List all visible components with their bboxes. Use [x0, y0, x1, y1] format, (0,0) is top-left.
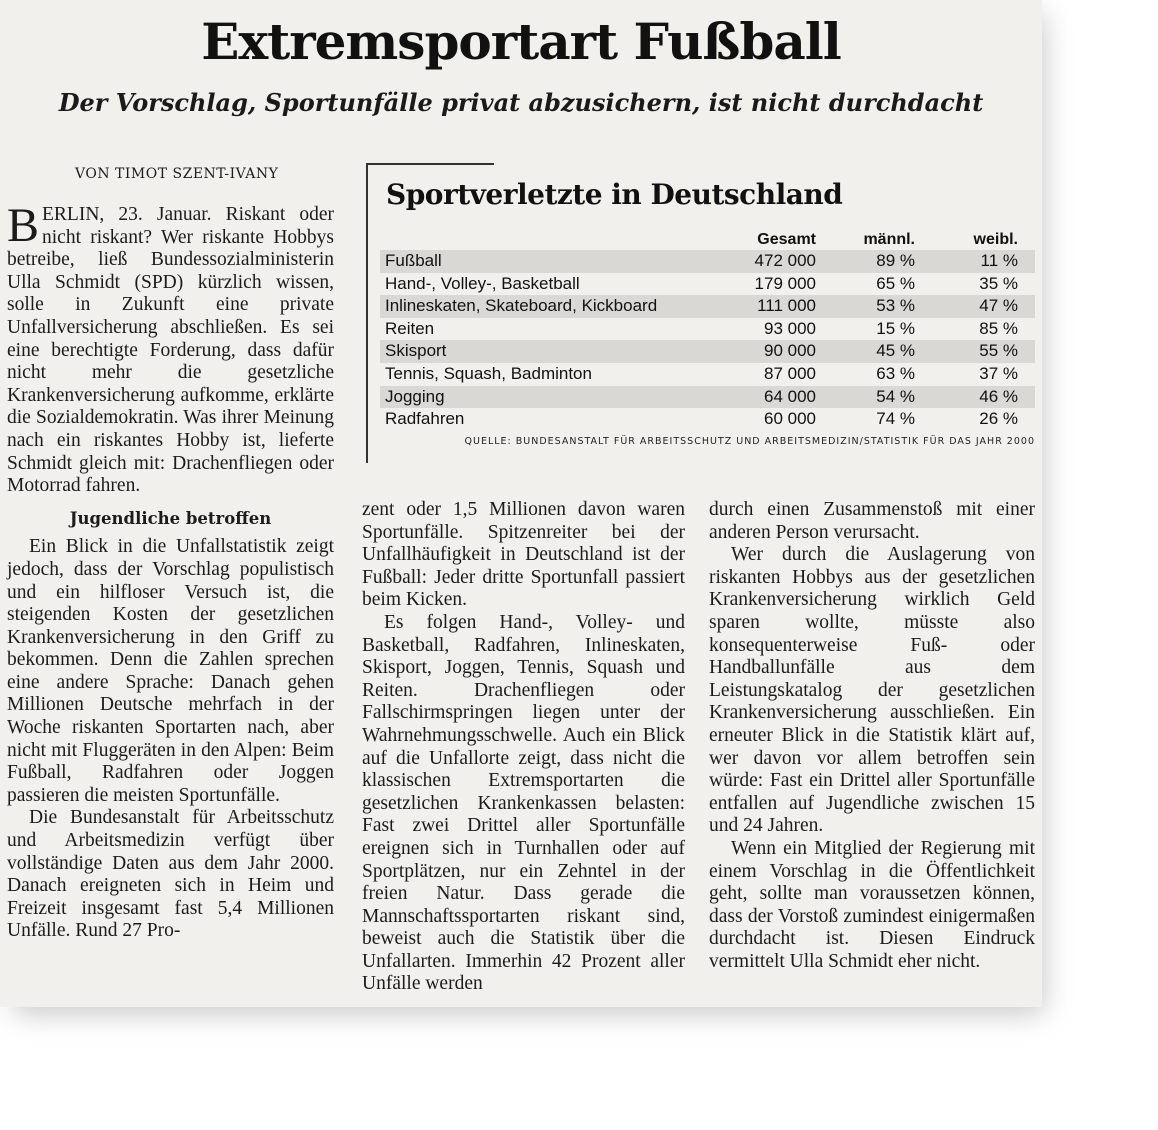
- stats-table: [380, 230, 1035, 431]
- female-share-cell: 46 %: [979, 386, 1018, 406]
- column-header: männl.: [863, 231, 915, 248]
- male-share-cell: 74 %: [876, 409, 915, 429]
- table-row: [380, 295, 1035, 318]
- article-column-1: [7, 199, 334, 943]
- headline: Extremsportart Fußball: [201, 12, 841, 71]
- table-row: [380, 408, 1035, 431]
- drop-cap: B: [7, 199, 40, 252]
- table-header-row: [380, 230, 1035, 250]
- sport-name-cell: Fußball: [385, 251, 442, 270]
- paragraph: Wenn ein Mitglied der Regierung mit einem Vorschlag in die Öffentlichkeit geht, sollte man voraussetzen können, dass der Vorstoß zumindest einigermaßen durchdacht ist. Diesen Eindruck vermittelt Ulla Schmidt eher nicht.: [709, 837, 1035, 972]
- article-column-3: [709, 499, 1035, 973]
- total-cell: 472 000: [754, 251, 816, 270]
- female-share-cell: 35 %: [979, 273, 1018, 293]
- male-share-cell: 89 %: [876, 251, 915, 270]
- paragraph: Die Bundesanstalt für Arbeitsschutz und Arbeitsmedizin verfügt über vollständige Daten aus dem Jahr 2000. Danach ereigneten sich in Heim und Freizeit insgesamt fast 5,4 Millionen Unfälle. Rund 27 Pro-: [7, 807, 334, 942]
- paragraph: Ein Blick in die Unfallstatistik zeigt jedoch, dass der Vorschlag populistisch und ein hilfloser Versuch ist, die steigenden Kosten der gesetzlichen Krankenversicherung in den Griff zu bekommen. Denn die Zahlen sprechen eine andere Sprache: Danach gehen Millionen Deutsche mehrfach in der Woche riskanten Sportarten nach, aber nicht mit Fluggeräten in den Alpen: Beim Fußball, Radfahren oder Joggen passieren die meisten Sportunfälle.: [7, 536, 334, 806]
- table-row: [380, 318, 1035, 341]
- byline-prefix: VON: [75, 166, 111, 182]
- article-column-2: [362, 499, 685, 996]
- sport-name-cell: Jogging: [385, 386, 445, 406]
- table-row: [380, 386, 1035, 409]
- subheadline: Der Vorschlag, Sportunfälle privat abzusichern, ist nicht durchdacht: [58, 88, 984, 117]
- male-share-cell: 53 %: [876, 296, 915, 316]
- female-share-cell: 11 %: [980, 251, 1018, 270]
- byline-author: TIMOT SZENT-IVANY: [115, 166, 279, 182]
- paragraph: zent oder 1,5 Millionen davon waren Sportunfälle. Spitzenreiter bei der Unfallhäufigkeit in Deutschland ist der Fußball: Jeder dritte Sportunfall passiert beim Kicken.: [362, 499, 685, 611]
- total-cell: 93 000: [764, 318, 816, 338]
- table-frame-line: [366, 163, 368, 463]
- column-header: weibl.: [973, 231, 1018, 248]
- female-share-cell: 47 %: [979, 296, 1018, 316]
- female-share-cell: 85 %: [979, 318, 1018, 338]
- male-share-cell: 15 %: [876, 318, 915, 338]
- male-share-cell: 63 %: [876, 363, 915, 383]
- table-source: QUELLE: BUNDESANSTALT FÜR ARBEITSSCHUTZ UND ARBEITSMEDIZIN/STATISTIK FÜR DAS JAHR 2000: [464, 436, 1035, 447]
- table-frame-line: [366, 163, 494, 165]
- sport-name-cell: Inlineskaten, Skateboard, Kickboard: [385, 296, 658, 316]
- male-share-cell: 65 %: [876, 273, 915, 293]
- sport-name-cell: Tennis, Squash, Badminton: [385, 363, 592, 383]
- male-share-cell: 54 %: [876, 386, 915, 406]
- sport-name-cell: Skisport: [385, 341, 447, 361]
- table-row: [380, 273, 1035, 296]
- table-row: [380, 250, 1035, 273]
- total-cell: 111 000: [757, 296, 816, 316]
- column-header: Gesamt: [757, 231, 816, 248]
- paragraph: [7, 199, 334, 498]
- female-share-cell: 55 %: [979, 341, 1018, 361]
- female-share-cell: 26 %: [979, 409, 1018, 429]
- sport-name-cell: Radfahren: [385, 409, 465, 429]
- total-cell: 179 000: [754, 273, 816, 293]
- female-share-cell: 37 %: [979, 363, 1018, 383]
- sport-name-cell: Reiten: [385, 318, 435, 338]
- total-cell: 60 000: [764, 409, 816, 429]
- paragraph: Wer durch die Auslagerung von riskanten Hobbys aus der gesetzlichen Krankenversicherung wirklich Geld sparen wollte, müsste also konsequenterweise Fuß- oder Handballunfälle aus dem Leistungskatalog der gesetzlichen Krankenversicherung ausschließen. Ein erneuter Blick in die Statistik klärt auf, wer davon vor allem betroffen sein würde: Fast ein Drittel aller Sportunfälle entfallen auf Jugendliche zwischen 15 und 24 Jahren.: [709, 544, 1035, 837]
- sport-name-cell: Hand-, Volley-, Basketball: [385, 273, 580, 293]
- section-subheading: Jugendliche betroffen: [69, 508, 272, 528]
- paragraph-text: ERLIN, 23. Januar. Riskant oder nicht riskant? Wer riskante Hobbys betreibe, ließ Bundessozialministerin Ulla Schmidt (SPD) kürzlich wissen, solle in Zukunft eine private Unfallversicherung abschließen. Es sei eine berechtigte Forderung, dass dafür nicht mehr die gesetzliche Krankenversicherung aufkomme, erklärte die Sozialdemokratin. Was ihrer Meinung nach ein riskantes Hobby ist, lieferte Schmidt gleich mit: Drachenfliegen oder Motorrad fahren.: [7, 204, 334, 497]
- total-cell: 64 000: [764, 386, 816, 406]
- table-row: [380, 363, 1035, 386]
- paragraph: Es folgen Hand-, Volley- und Basketball, Radfahren, Inlineskaten, Skisport, Joggen, Tennis, Squash und Reiten. Drachenfliegen oder Fallschirmspringen liegen unter der Wahrnehmungsschwelle. Auch ein Blick auf die Unfallorte zeigt, dass nicht die klassischen Extremsportarten die gesetzlichen Krankenkassen belasten: Fast zwei Drittel aller Sportunfälle ereignen sich in Turnhallen oder auf Sportplätzen, nur ein Zehntel in der freien Natur. Dass gerade die Mannschaftssportarten riskant sind, beweist auch die Statistik über die Unfallarten. Immerhin 42 Prozent aller Unfälle werden: [362, 611, 685, 995]
- total-cell: 90 000: [764, 341, 816, 361]
- byline: [75, 166, 278, 182]
- male-share-cell: 45 %: [876, 341, 915, 361]
- paragraph: durch einen Zusammenstoß mit einer anderen Person verursacht.: [709, 499, 1035, 543]
- total-cell: 87 000: [764, 363, 816, 383]
- table-title: Sportverletzte in Deutschland: [386, 178, 843, 211]
- table-row: [380, 340, 1035, 363]
